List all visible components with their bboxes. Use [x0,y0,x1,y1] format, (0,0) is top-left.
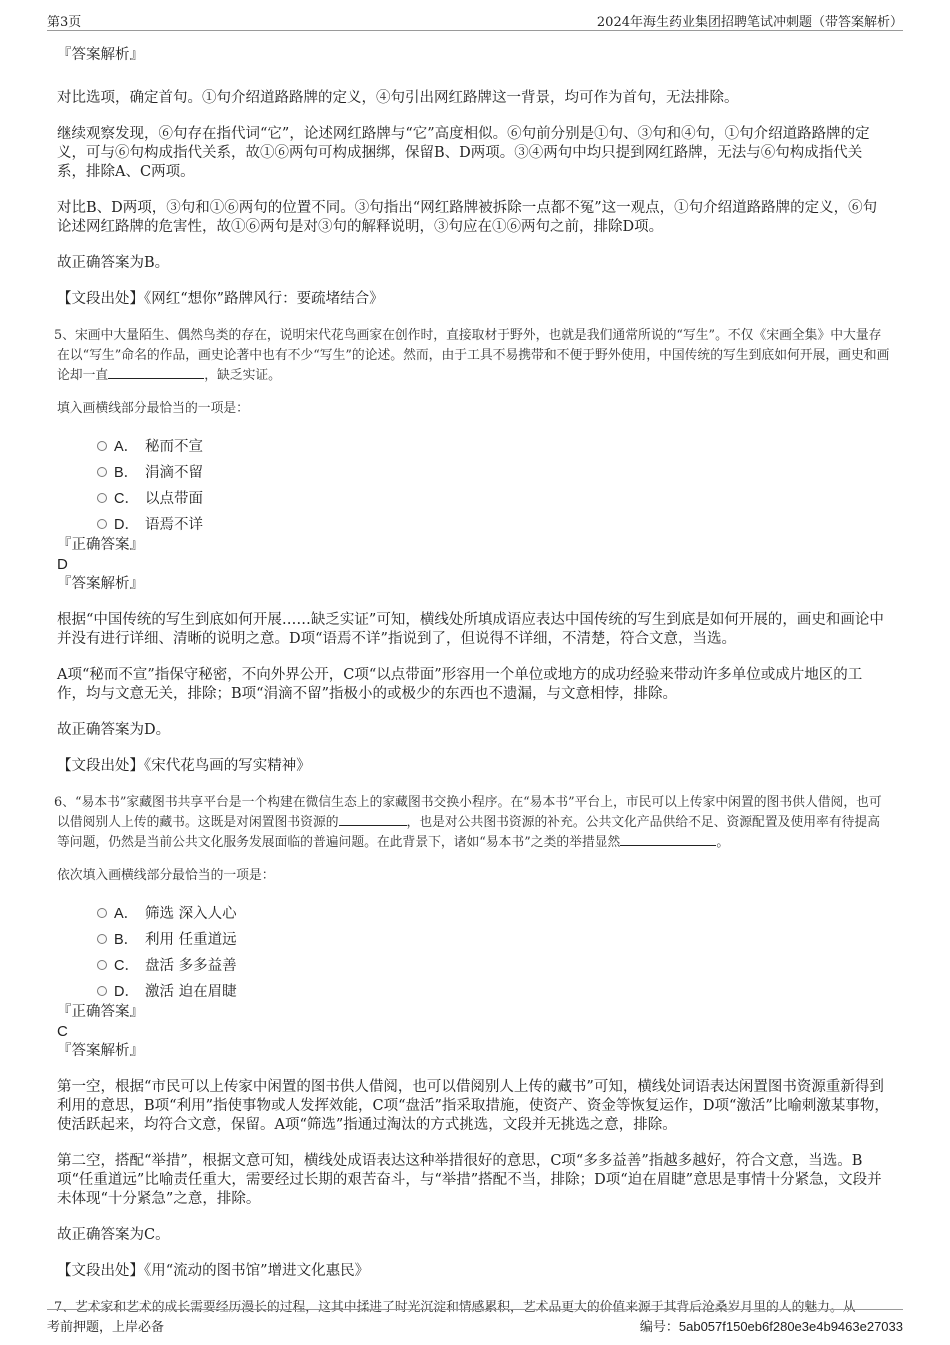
document-title: 2024年海生药业集团招聘笔试冲刺题（带答案解析） [596,15,903,30]
question-5-options [57,432,890,536]
question-6-stem: 6、“易本书”家藏图书共享平台是一个构建在微信生态上的家藏图书交换小程序。在“易本书”平台上，市民可以上传家中闲置的图书供人借阅，也可以借阅别人上传的藏书。这既是对闲置图书资源的 ，也是对公共图书资源的补充。公共文化产品供给不足、资源配置及使用率有待提高等问题，仍然是当前公共文化服务发展面临的普遍问题。在此背景下，诸如“易本书”之类的举措显然 。 [54,795,882,850]
question-6-conclusion: 故正确答案为C。 [57,1227,170,1243]
page-footer [47,1309,903,1334]
question-5-correct-answer: D [57,556,68,573]
answer-blank-2 [620,833,716,846]
prev-analysis-para-3: 对比B、D两项，③句和①⑥两句的位置不同。③句指出“网红路牌被拆除一点都不冤”这一观点，①句介绍道路路牌的定义，⑥句论述网红路牌的危害性，故①⑥两句是对③句的解释说明，③句应在①⑥两句之前，排除D项。 [57,200,878,235]
prev-analysis-para-1: 对比选项，确定首句。①句介绍道路路牌的定义，④句引出网红路牌这一背景，均可作为首句，无法排除。 [57,90,739,106]
page-header [47,8,903,31]
page-number-label: 第3页 [47,15,82,30]
question-6-option-c[interactable]: C． 盘活 多多益善 [57,951,890,977]
question-5-analysis-para-2: A项“秘而不宣”指保守秘密，不向外界公开，C项“以点带面”形容用一个单位或地方的成功经验来带动许多单位或成片地区的工作，均与文意无关，排除；B项“涓滴不留”指极小的或极少的东西也不遗漏，与文意相悖，排除。 [57,667,863,702]
prev-analysis-label: 『答案解析』 [57,47,144,63]
prev-analysis-para-2: 继续观察发现，⑥句存在指代词“它”，论述网红路牌与“它”高度相似。⑥句前分别是①句、③句和④句，①句介绍道路路牌的定义，可与⑥句构成指代关系，故①⑥两句可构成捆绑，保留B、D两项。③④两句中均只提到网红路牌，无法与⑥句构成指代关系，排除A、C两项。 [57,126,870,180]
radio-button[interactable] [97,441,107,451]
question-5-prompt: 填入画横线部分最恰当的一项是： [57,401,249,416]
question-6-source: 【文段出处】《用“流动的图书馆”增进文化惠民》 [57,1263,370,1279]
question-7-stem: 7、艺术家和艺术的成长需要经历漫长的过程，这其中揉进了时光沉淀和情感累积，艺术品更大的价值来源于其背后沧桑岁月里的人的魅力。从 [54,1300,856,1315]
document-body [54,46,890,1318]
question-5-number: 5、 [54,328,75,343]
answer-blank-1 [339,813,407,826]
question-6-analysis-label: 『答案解析』 [57,1043,144,1059]
question-5-source: 【文段出处】《宋代花鸟画的写实精神》 [57,758,311,774]
question-5-option-d[interactable]: D． 语焉不详 [57,510,890,536]
question-6-option-d[interactable]: D． 激活 迫在眉睫 [57,977,890,1003]
question-5-option-a[interactable]: A． 秘而不宣 [57,432,890,458]
question-5-correct-label: 『正确答案』 [57,537,144,553]
radio-button[interactable] [97,934,107,944]
question-6-correct-label: 『正确答案』 [57,1004,144,1020]
question-6-correct-answer: C [57,1023,68,1040]
question-5-option-b[interactable]: B． 涓滴不留 [57,458,890,484]
document-code: 编号：5ab057f150eb6f280e3e4b9463e27033 [639,1319,903,1335]
question-5-conclusion: 故正确答案为D。 [57,722,171,738]
radio-button[interactable] [97,467,107,477]
radio-button[interactable] [97,908,107,918]
question-6-options [57,899,890,1003]
radio-button[interactable] [97,493,107,503]
question-6-analysis-para-2: 第二空，搭配“举措”，根据文意可知，横线处成语表达这种举措很好的意思，C项“多多益善”指越多越好，符合文意，当选。B项“任重道远”比喻责任重大，需要经过长期的艰苦奋斗，与“举措”搭配不当，排除；D项“迫在眉睫”意思是事情十分紧急，文段并未体现“十分紧急”之意，排除。 [57,1153,882,1207]
footer-motto: 考前押题，上岸必备 [47,1320,165,1335]
question-5-option-c[interactable]: C． 以点带面 [57,484,890,510]
radio-button[interactable] [97,960,107,970]
question-6-option-b[interactable]: B． 利用 任重道远 [57,925,890,951]
answer-blank [108,366,204,379]
question-5-analysis-para-1: 根据“中国传统的写生到底如何开展……缺乏实证”可知，横线处所填成语应表达中国传统的写生到底是如何开展的，画史和画论中并没有进行详细、清晰的说明之意。D项“语焉不详”指说到了，但说得不详细，不清楚，符合文意，当选。 [57,612,884,647]
question-6-prompt: 依次填入画横线部分最恰当的一项是： [57,868,275,883]
question-6-option-a[interactable]: A． 筛选 深入人心 [57,899,890,925]
prev-conclusion: 故正确答案为B。 [57,255,170,271]
question-5-analysis-label: 『答案解析』 [57,576,144,592]
radio-button[interactable] [97,519,107,529]
radio-button[interactable] [97,986,107,996]
question-6-analysis-para-1: 第一空，根据“市民可以上传家中闲置的图书供人借阅，也可以借阅别人上传的藏书”可知，横线处词语表达闲置图书资源重新得到利用的意思，B项“利用”指使事物或人发挥效能，C项“盘活”指采取措施，使资产、资金等恢复运作，D项“激活”比喻刺激某事物，使活跃起来，均符合文意，保留。A项“筛选”指通过淘汰的方式挑选，文段并无挑选之意，排除。 [57,1079,889,1133]
question-7-number: 7、 [54,1300,75,1315]
prev-source: 【文段出处】《网红“想你”路牌风行：要疏堵结合》 [57,291,384,307]
question-5-stem: 5、宋画中大量陌生、偶然鸟类的存在，说明宋代花鸟画家在创作时，直接取材于野外，也就是我们通常所说的“写生”。不仅《宋画全集》中大量存在以“写生”命名的作品，画史论著中也有不少“写生”的论述。然而，由于工具不易携带和不便于野外使用，中国传统的写生到底如何开展，画史和画论却一直 ，缺乏实证。 [54,328,890,383]
question-6-number: 6、 [54,795,75,810]
